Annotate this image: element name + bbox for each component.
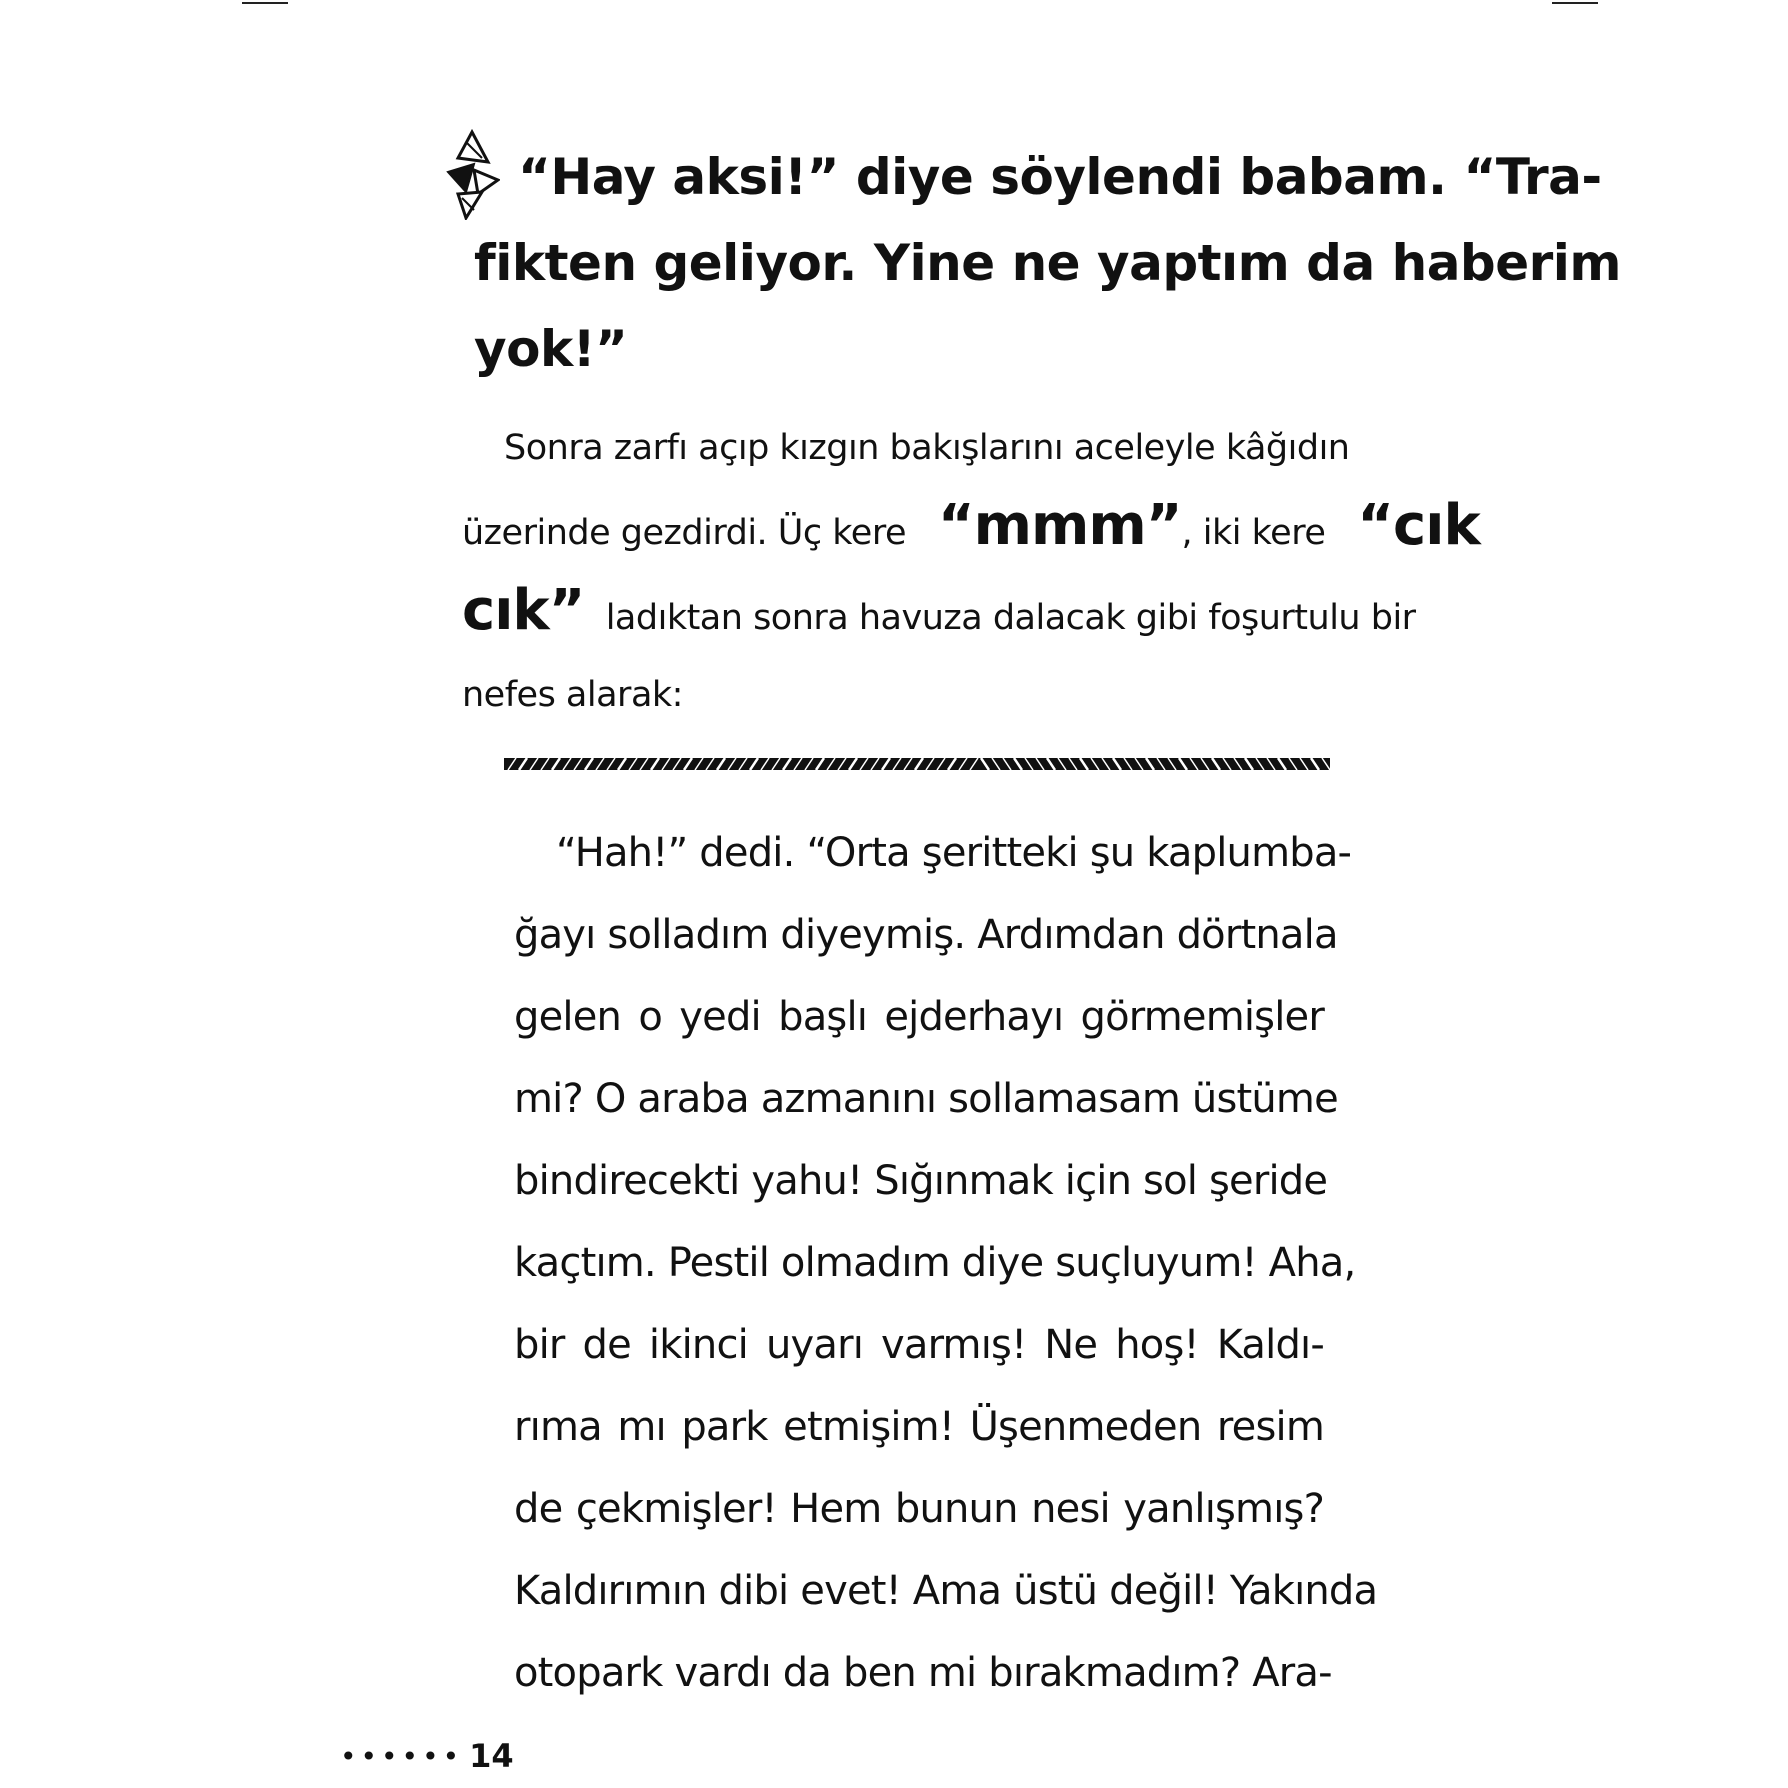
text-line: Sonra zarfı açıp kızgın bakışlarını aceleyle kâğıdın — [504, 428, 1350, 468]
heading-line: yok!” — [474, 320, 628, 378]
text-line: otopark vardı da ben mi bırakmadım? Ara- — [514, 1650, 1332, 1696]
crop-mark-left — [242, 2, 288, 4]
text-line: de çekmişler! Hem bunun nesi yanlışmış? — [514, 1486, 1324, 1532]
text-line: “Hah!” dedi. “Orta şeritteki şu kaplumba- — [556, 830, 1352, 876]
text-line: nefes alarak: — [462, 675, 683, 715]
text-line — [462, 572, 1416, 657]
hatched-divider — [504, 752, 1330, 776]
quote-paragraph — [514, 812, 1378, 1714]
text-line: bindirecekti yahu! Sığınmak için sol şeride — [514, 1158, 1328, 1204]
page-number: 14 — [469, 1737, 514, 1775]
page-footer — [340, 1736, 514, 1776]
narrative-paragraph — [462, 410, 1480, 734]
heading-paragraph — [474, 134, 1622, 392]
footer-dots: •••••• — [340, 1739, 464, 1773]
heading-line: fikten geliyor. Yine ne yaptım da haberim — [474, 234, 1622, 292]
text-line: bir de ikinci uyarı varmış! Ne hoş! Kaldı- — [514, 1322, 1324, 1368]
text-segment: ladıktan sonra havuza dalacak gibi foşurtulu bir — [605, 598, 1416, 638]
heading-line: “Hay aksi!” diye söylendi babam. “Tra- — [518, 148, 1602, 206]
emphasis-cik: cık” — [462, 578, 585, 643]
text-line: gelen o yedi başlı ejderhayı görmemişler — [514, 994, 1324, 1040]
crop-mark-right — [1552, 2, 1598, 4]
text-segment: , iki kere — [1181, 513, 1326, 553]
emphasis-cik: “cık — [1357, 493, 1480, 558]
text-line: ğayı solladım diyeymiş. Ardımdan dörtnala — [514, 912, 1338, 958]
emphasis-mmm: “mmm” — [937, 493, 1182, 558]
text-line: mi? O araba azmanını sollamasam üstüme — [514, 1076, 1338, 1122]
text-line: rıma mı park etmişim! Üşenmeden resim — [514, 1404, 1324, 1450]
text-segment: üzerinde gezdirdi. Üç kere — [462, 513, 906, 553]
text-line: Kaldırımın dibi evet! Ama üstü değil! Yakında — [514, 1568, 1378, 1614]
text-line: kaçtım. Pestil olmadım diye suçluyum! Aha, — [514, 1240, 1356, 1286]
text-line — [462, 487, 1480, 572]
